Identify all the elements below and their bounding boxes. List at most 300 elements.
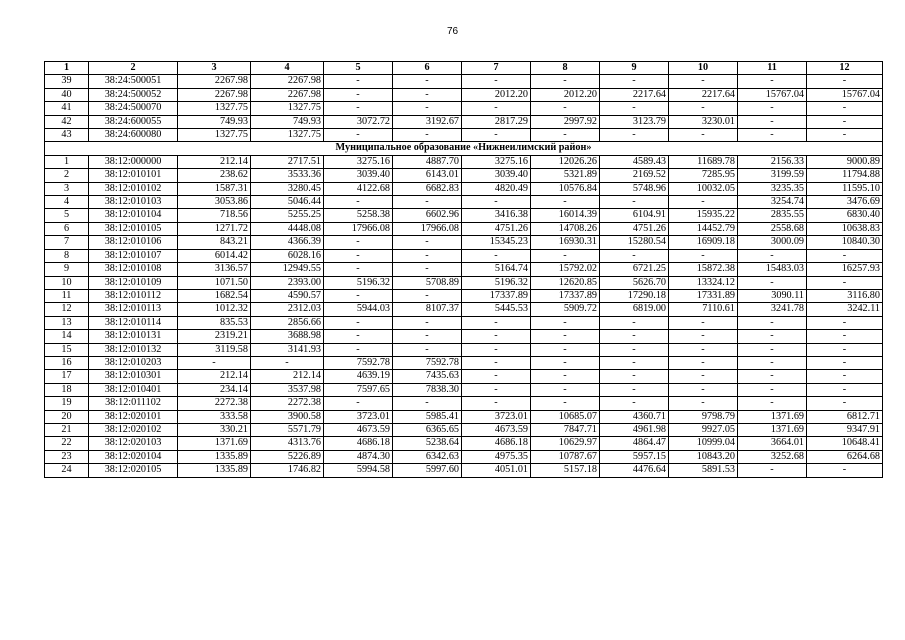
table-cell: 843.21 [178, 236, 251, 249]
table-cell: 4 [45, 196, 89, 209]
table-cell: 3275.16 [324, 155, 393, 168]
table-cell: - [600, 370, 669, 383]
table-cell: 1371.69 [738, 410, 807, 423]
table-cell: - [393, 263, 462, 276]
table-cell: 16014.39 [531, 209, 600, 222]
table-cell: - [462, 343, 531, 356]
table-row [45, 437, 883, 450]
table-cell: 12026.26 [531, 155, 600, 168]
table-cell: - [738, 102, 807, 115]
table-cell: - [807, 383, 883, 396]
table-cell: - [807, 356, 883, 369]
table-cell: 14708.26 [531, 222, 600, 235]
table-cell: 5891.53 [669, 464, 738, 477]
table-cell: 5748.96 [600, 182, 669, 195]
table-cell: - [807, 102, 883, 115]
table-cell: 5708.89 [393, 276, 462, 289]
table-cell: 38:12:020101 [89, 410, 178, 423]
table-cell: 6143.01 [393, 169, 462, 182]
table-cell: - [738, 464, 807, 477]
table-cell: 4366.39 [251, 236, 324, 249]
table-cell: 5258.38 [324, 209, 393, 222]
table-cell: 4639.19 [324, 370, 393, 383]
table-cell: 2717.51 [251, 155, 324, 168]
table-cell: 38:12:010131 [89, 330, 178, 343]
table-row [45, 222, 883, 235]
table-row [45, 75, 883, 88]
table-cell: 4686.18 [324, 437, 393, 450]
table-cell: - [807, 330, 883, 343]
table-cell: 2267.98 [178, 88, 251, 101]
column-header: 2 [89, 62, 178, 75]
table-cell: - [600, 75, 669, 88]
table-cell: 3000.09 [738, 236, 807, 249]
table-cell: 4360.71 [600, 410, 669, 423]
table-cell: 238.62 [178, 169, 251, 182]
table-cell: 43 [45, 129, 89, 142]
table-cell: 2012.20 [462, 88, 531, 101]
table-cell: 4122.68 [324, 182, 393, 195]
table-cell: 5626.70 [600, 276, 669, 289]
table-cell: 2558.68 [738, 222, 807, 235]
table-cell: - [669, 129, 738, 142]
table-cell: - [738, 397, 807, 410]
table-cell: - [324, 289, 393, 302]
table-cell: 12620.85 [531, 276, 600, 289]
table-cell: 15280.54 [600, 236, 669, 249]
table-cell: - [600, 397, 669, 410]
column-header: 11 [738, 62, 807, 75]
table-cell: - [531, 370, 600, 383]
data-table [44, 61, 883, 478]
table-cell: 212.14 [178, 370, 251, 383]
table-cell: - [393, 343, 462, 356]
table-cell: - [669, 75, 738, 88]
table-cell: 4476.64 [600, 464, 669, 477]
table-cell: 2393.00 [251, 276, 324, 289]
table-cell: 3252.68 [738, 450, 807, 463]
table-cell: 38:12:010107 [89, 249, 178, 262]
table-cell: - [738, 370, 807, 383]
table-cell: 38:12:010104 [89, 209, 178, 222]
table-cell: - [600, 129, 669, 142]
table-cell: 20 [45, 410, 89, 423]
table-cell: 2217.64 [669, 88, 738, 101]
column-header: 8 [531, 62, 600, 75]
table-cell: - [738, 276, 807, 289]
table-row [45, 88, 883, 101]
table-cell: - [600, 343, 669, 356]
table-cell: 6830.40 [807, 209, 883, 222]
table-cell: 15767.04 [738, 88, 807, 101]
table-cell: 7435.63 [393, 370, 462, 383]
table-cell: 3119.58 [178, 343, 251, 356]
table-cell: 15345.23 [462, 236, 531, 249]
table-cell: 4686.18 [462, 437, 531, 450]
table-cell: 718.56 [178, 209, 251, 222]
table-cell: - [251, 356, 324, 369]
table-cell: 5571.79 [251, 423, 324, 436]
table-cell: 42 [45, 115, 89, 128]
table-cell: 2 [45, 169, 89, 182]
page-number: 76 [446, 26, 459, 37]
table-cell: 38:12:010103 [89, 196, 178, 209]
table-cell: - [738, 383, 807, 396]
table-cell: 9000.89 [807, 155, 883, 168]
table-cell: 17290.18 [600, 289, 669, 302]
table-cell: 38:12:010301 [89, 370, 178, 383]
table-cell: - [738, 75, 807, 88]
table-cell: - [669, 343, 738, 356]
table-row [45, 155, 883, 168]
table-cell: 6819.00 [600, 303, 669, 316]
table-row [45, 196, 883, 209]
table-cell: 4820.49 [462, 182, 531, 195]
table-row [45, 450, 883, 463]
table-cell: 1 [45, 155, 89, 168]
table-cell: 5238.64 [393, 437, 462, 450]
table-cell: - [324, 249, 393, 262]
table-cell: 38:12:010106 [89, 236, 178, 249]
table-cell: - [531, 196, 600, 209]
table-cell: 38:24:500070 [89, 102, 178, 115]
table-cell: - [324, 263, 393, 276]
table-cell: 41 [45, 102, 89, 115]
table-cell: 1012.32 [178, 303, 251, 316]
table-cell: - [669, 330, 738, 343]
table-cell: 38:12:010114 [89, 316, 178, 329]
table-cell: 6602.96 [393, 209, 462, 222]
table-cell: - [462, 249, 531, 262]
table-cell: 4589.43 [600, 155, 669, 168]
table-cell: - [807, 370, 883, 383]
table-row [45, 169, 883, 182]
table-row [45, 356, 883, 369]
table-cell: 38:12:010203 [89, 356, 178, 369]
table-cell: 3476.69 [807, 196, 883, 209]
table-cell: 7 [45, 236, 89, 249]
table-cell: 38:24:500052 [89, 88, 178, 101]
table-cell: 6 [45, 222, 89, 235]
table-cell: 15935.22 [669, 209, 738, 222]
table-cell: - [738, 249, 807, 262]
table-cell: 5985.41 [393, 410, 462, 423]
table-cell: 4874.30 [324, 450, 393, 463]
table-cell: 3039.40 [324, 169, 393, 182]
table-cell: 2997.92 [531, 115, 600, 128]
table-cell: 2835.55 [738, 209, 807, 222]
table-cell: - [531, 102, 600, 115]
table-cell: - [807, 316, 883, 329]
table-cell: 24 [45, 464, 89, 477]
table-cell: 4887.70 [393, 155, 462, 168]
table-row [45, 383, 883, 396]
table-cell: 38:12:020103 [89, 437, 178, 450]
table-cell: 15872.38 [669, 263, 738, 276]
table-cell: 15767.04 [807, 88, 883, 101]
table-cell: 15792.02 [531, 263, 600, 276]
table-cell: - [393, 397, 462, 410]
table-cell: - [324, 102, 393, 115]
table-cell: 38:12:020104 [89, 450, 178, 463]
table-cell: 6014.42 [178, 249, 251, 262]
table-cell: - [393, 289, 462, 302]
table-cell: 3254.74 [738, 196, 807, 209]
table-cell: - [738, 115, 807, 128]
table-cell: 3072.72 [324, 115, 393, 128]
table-cell: 5157.18 [531, 464, 600, 477]
table-cell: - [669, 316, 738, 329]
table-cell: 3199.59 [738, 169, 807, 182]
table-cell: - [600, 356, 669, 369]
table-cell: - [807, 464, 883, 477]
table-cell: 38:12:020102 [89, 423, 178, 436]
table-cell: 3090.11 [738, 289, 807, 302]
table-cell: - [669, 370, 738, 383]
table-cell: 18 [45, 383, 89, 396]
table-cell: - [531, 129, 600, 142]
table-cell: 5196.32 [462, 276, 531, 289]
table-cell: 1335.89 [178, 450, 251, 463]
table-cell: 6365.65 [393, 423, 462, 436]
table-cell: 2319.21 [178, 330, 251, 343]
table-cell: - [669, 383, 738, 396]
table-row [45, 209, 883, 222]
table-cell: - [669, 356, 738, 369]
table-row [45, 115, 883, 128]
table-cell: 11794.88 [807, 169, 883, 182]
table-cell: 38:12:000000 [89, 155, 178, 168]
table-row [45, 423, 883, 436]
table-cell: 4961.98 [600, 423, 669, 436]
table-cell: 16909.18 [669, 236, 738, 249]
table-cell: 1335.89 [178, 464, 251, 477]
table-row [45, 276, 883, 289]
table-cell: 38:12:020105 [89, 464, 178, 477]
table-cell: 1327.75 [251, 102, 324, 115]
table-cell: 5046.44 [251, 196, 324, 209]
table-cell: 2169.52 [600, 169, 669, 182]
table-cell: 3723.01 [324, 410, 393, 423]
table-cell: - [462, 102, 531, 115]
table-cell: - [462, 330, 531, 343]
column-header: 12 [807, 62, 883, 75]
table-cell: 17337.89 [462, 289, 531, 302]
table-cell: - [738, 316, 807, 329]
table-cell: - [531, 316, 600, 329]
table-cell: 7592.78 [393, 356, 462, 369]
table-cell: 10032.05 [669, 182, 738, 195]
table-cell: - [531, 343, 600, 356]
table-cell: - [669, 249, 738, 262]
table-cell: - [600, 102, 669, 115]
table-cell: - [462, 129, 531, 142]
table-row [45, 249, 883, 262]
table-cell: 10685.07 [531, 410, 600, 423]
table-cell: 3116.80 [807, 289, 883, 302]
table-cell: 2217.64 [600, 88, 669, 101]
table-cell: - [462, 196, 531, 209]
table-cell: 38:12:010101 [89, 169, 178, 182]
table-cell: - [393, 316, 462, 329]
table-cell: - [393, 330, 462, 343]
table-cell: 1071.50 [178, 276, 251, 289]
table-cell: - [393, 196, 462, 209]
table-body [45, 75, 883, 477]
table-cell: 5226.89 [251, 450, 324, 463]
table-cell: 6028.16 [251, 249, 324, 262]
table-cell: - [807, 276, 883, 289]
table-cell: 1746.82 [251, 464, 324, 477]
section-title: Муниципальное образование «Нижнеилимский район» [45, 142, 883, 155]
column-header: 3 [178, 62, 251, 75]
table-cell: 16930.31 [531, 236, 600, 249]
table-cell: - [531, 397, 600, 410]
table-cell: 15 [45, 343, 89, 356]
table-cell: 3242.11 [807, 303, 883, 316]
table-cell: - [531, 249, 600, 262]
column-header: 7 [462, 62, 531, 75]
table-cell: 749.93 [251, 115, 324, 128]
table-cell: 3280.45 [251, 182, 324, 195]
table-cell: 10787.67 [531, 450, 600, 463]
table-cell: - [324, 236, 393, 249]
table-cell: - [738, 330, 807, 343]
table-cell: 5997.60 [393, 464, 462, 477]
table-cell: 4051.01 [462, 464, 531, 477]
table-cell: - [393, 88, 462, 101]
table-cell: 14 [45, 330, 89, 343]
section-row [45, 142, 883, 155]
table-cell: - [738, 129, 807, 142]
table-cell: 9927.05 [669, 423, 738, 436]
table-cell: - [462, 75, 531, 88]
table-cell: 3230.01 [669, 115, 738, 128]
table-cell: 4448.08 [251, 222, 324, 235]
table-cell: 19 [45, 397, 89, 410]
table-row [45, 343, 883, 356]
table-cell: 749.93 [178, 115, 251, 128]
table-cell: 17 [45, 370, 89, 383]
table-cell: 1271.72 [178, 222, 251, 235]
table-cell: 17337.89 [531, 289, 600, 302]
table-cell: 2012.20 [531, 88, 600, 101]
table-cell: - [807, 249, 883, 262]
table-cell: - [178, 356, 251, 369]
table-cell: 40 [45, 88, 89, 101]
table-cell: - [738, 343, 807, 356]
table-cell: - [600, 383, 669, 396]
table-cell: 1371.69 [178, 437, 251, 450]
table-cell: 1371.69 [738, 423, 807, 436]
table-cell: 4673.59 [324, 423, 393, 436]
table-cell: 5445.53 [462, 303, 531, 316]
table-cell: 38:24:500051 [89, 75, 178, 88]
table-cell: 14452.79 [669, 222, 738, 235]
table-cell: 3416.38 [462, 209, 531, 222]
table-cell: 5196.32 [324, 276, 393, 289]
table-cell: 5321.89 [531, 169, 600, 182]
table-cell: - [600, 316, 669, 329]
table-cell: 7838.30 [393, 383, 462, 396]
table-cell: 4590.57 [251, 289, 324, 302]
table-cell: - [324, 316, 393, 329]
table-cell: 17966.08 [324, 222, 393, 235]
table-cell: 10843.20 [669, 450, 738, 463]
column-header: 9 [600, 62, 669, 75]
table-cell: 9798.79 [669, 410, 738, 423]
table-cell: - [807, 343, 883, 356]
table-cell: 330.21 [178, 423, 251, 436]
table-cell: - [462, 316, 531, 329]
table-cell: 16257.93 [807, 263, 883, 276]
table-cell: 5164.74 [462, 263, 531, 276]
table-cell: 7110.61 [669, 303, 738, 316]
table-cell: 1327.75 [251, 129, 324, 142]
table-cell: 2272.38 [178, 397, 251, 410]
table-cell: 835.53 [178, 316, 251, 329]
table-cell: 2267.98 [251, 75, 324, 88]
table-cell: 38:12:010401 [89, 383, 178, 396]
table-cell: - [324, 129, 393, 142]
table-cell: 4673.59 [462, 423, 531, 436]
table-cell: 2156.33 [738, 155, 807, 168]
table-cell: 13324.12 [669, 276, 738, 289]
table-cell: 333.58 [178, 410, 251, 423]
table-cell: 3053.86 [178, 196, 251, 209]
table-cell: 8107.37 [393, 303, 462, 316]
table-cell: 3723.01 [462, 410, 531, 423]
table-cell: 38:12:010109 [89, 276, 178, 289]
table-cell: - [324, 397, 393, 410]
table-cell: 212.14 [178, 155, 251, 168]
table-cell: 17966.08 [393, 222, 462, 235]
table-cell: 7597.65 [324, 383, 393, 396]
column-header: 10 [669, 62, 738, 75]
table-cell: 2312.03 [251, 303, 324, 316]
table-cell: - [807, 115, 883, 128]
table-cell: - [324, 88, 393, 101]
table-row [45, 410, 883, 423]
table-cell: - [462, 383, 531, 396]
table-cell: 16 [45, 356, 89, 369]
table-cell: 8 [45, 249, 89, 262]
table-cell: - [807, 397, 883, 410]
table-cell: 12 [45, 303, 89, 316]
table-cell: 38:24:600080 [89, 129, 178, 142]
table-cell: - [393, 249, 462, 262]
table-cell: 3123.79 [600, 115, 669, 128]
table-cell: 6812.71 [807, 410, 883, 423]
table-cell: 212.14 [251, 370, 324, 383]
column-header: 5 [324, 62, 393, 75]
table-cell: 2856.66 [251, 316, 324, 329]
table-row [45, 263, 883, 276]
table-cell: 3241.78 [738, 303, 807, 316]
column-header: 1 [45, 62, 89, 75]
table-cell: 38:12:010108 [89, 263, 178, 276]
table-cell: 1682.54 [178, 289, 251, 302]
table-cell: 38:12:010132 [89, 343, 178, 356]
table-cell: 9347.91 [807, 423, 883, 436]
table-cell: - [600, 330, 669, 343]
table-cell: 38:12:010102 [89, 182, 178, 195]
table-cell: 39 [45, 75, 89, 88]
table-cell: - [531, 383, 600, 396]
table-cell: 7285.95 [669, 169, 738, 182]
table-cell: - [669, 196, 738, 209]
table-cell: 4975.35 [462, 450, 531, 463]
